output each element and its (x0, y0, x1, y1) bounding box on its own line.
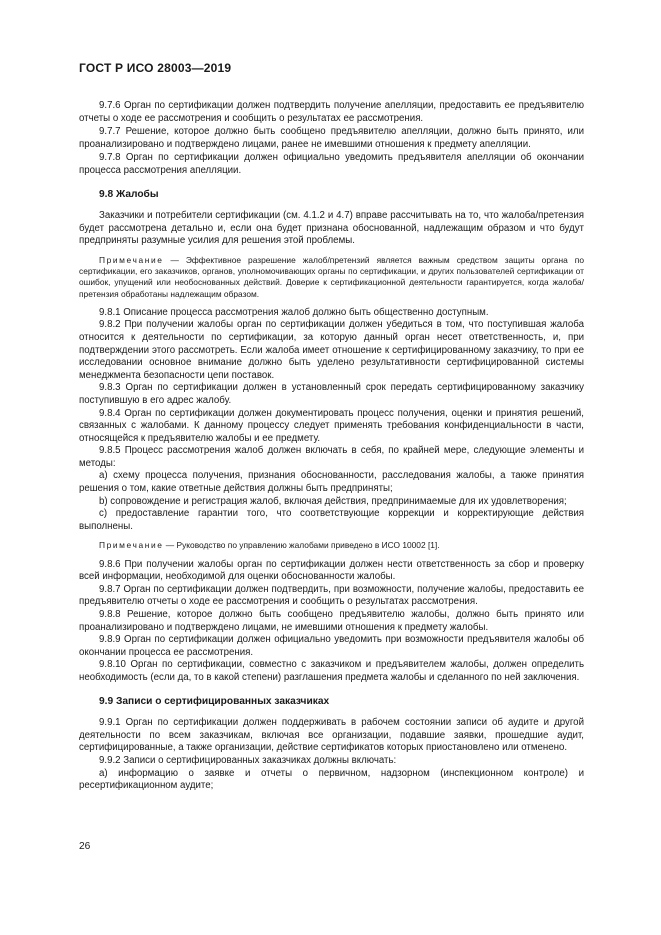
paragraph: 9.8.7 Орган по сертификации должен подтвердить, при возможности, получение жалобы, предоставить ее предъявителю отчеты о ходе ее рассмотрения и сообщить о результатах рассмотрения. (79, 583, 584, 608)
paragraph: 9.7.8 Орган по сертификации должен официально уведомить предъявителя апелляции об окончании процесса рассмотрения апелляции. (79, 152, 584, 176)
note-text: — Эффективное разрешение жалоб/претензий является важным средством защиты органа по сертификации, его заказчиков, органов, уполномочивающих органы по сертификации, и других пользователей сертификации от ошибок, упущений или необоснованных действий. Доверие к сертификационной деятельности гарантируется, когда жалоба/претензия обработаны надлежащим образом. (79, 254, 584, 299)
document-body (79, 100, 584, 793)
paragraph: 9.8.9 Орган по сертификации должен официально уведомить при возможности предъявителя жалобы об окончании процесса ее рассмотрения. (79, 634, 584, 658)
list-item: a) информацию о заявке и отчеты о первичном, надзорном (инспекционном контроле) и ресертификационном аудите; (79, 767, 584, 792)
note-label: Примечание (99, 254, 164, 265)
section-heading: 9.9 Записи о сертифицированных заказчиках (99, 695, 330, 707)
note-label: Примечание (99, 540, 164, 551)
list-item: b) сопровождение и регистрация жалоб, включая действия, предпринимаемые для их удовлетворения; (99, 495, 567, 507)
paragraph: 9.8.2 При получении жалобы орган по сертификации должен убедиться в том, что поступившая жалоба относится к деятельности по сертификации, за которую данный орган несет ответственность, и, при подтверждении этого рассмотреть. Если жалоба имеет отношение к сертифицированному заказчику, то при ее исследовании основное внимание должно быть уделено результативности сертифицированной системы менеджмента безопасности цепи поставок. (79, 319, 584, 381)
list-item: a) схему процесса получения, признания обоснованности, расследования жалобы, а также принятия решения о том, какие ответные действия должны быть предприняты; (79, 470, 584, 495)
document-header: ГОСТ Р ИСО 28003—2019 (79, 61, 232, 75)
paragraph: 9.9.1 Орган по сертификации должен поддерживать в рабочем состоянии записи об аудите и другой деятельности по всем заказчикам, включая все организации, подавшие заявки, прошедшие аудит, сертифицированные, а также организации, действие сертификатов которых приостановлено или отменено. (79, 717, 584, 754)
paragraph: 9.8.5 Процесс рассмотрения жалоб должен включать в себя, по крайней мере, следующие элементы и методы: (79, 445, 584, 469)
paragraph: 9.7.6 Орган по сертификации должен подтвердить получение апелляции, предоставить ее предъявителю отчеты о ходе ее рассмотрения и сообщить о результатах ее рассмотрения. (79, 100, 584, 124)
paragraph: 9.8.3 Орган по сертификации должен в установленный срок передать сертифицированному заказчику поступившую в его адрес жалобу. (79, 382, 584, 406)
paragraph: Заказчики и потребители сертификации (см. 4.1.2 и 4.7) вправе рассчитывать на то, что жалоба/претензия будет рассмотрена детально и, если она будет признана обоснованной, надлежащим образом и что будут предприняты разумные усилия для решения этой проблемы. (79, 210, 584, 247)
note (79, 540, 584, 551)
paragraph: 9.7.7 Решение, которое должно быть сообщено предъявителю апелляции, должно быть принято, или проанализировано и подтверждено лицами, ранее не имевшими отношения к предмету апелляции. (79, 126, 584, 150)
paragraph: 9.8.6 При получении жалобы орган по сертификации должен нести ответственность за сбор и проверку всей информации, необходимой для оценки обоснованности жалобы. (79, 558, 584, 583)
paragraph: 9.9.2 Записи о сертифицированных заказчиках должны включать: (99, 754, 397, 766)
paragraph: 9.8.8 Решение, которое должно быть сообщено предъявителю жалобы, должно быть принято или проанализировано и подтверждено лицами, не имевшими отношения к предмету жалобы. (79, 609, 584, 633)
note-text: — Руководство по управлению жалобами приведено в ИСО 10002 [1]. (163, 540, 440, 551)
paragraph: 9.8.4 Орган по сертификации должен документировать процесс получения, оценки и принятия решений, связанных с жалобами. К данному процессу следует применять требования конфиденциальности в части, относящейся к предъявителю жалобы и ее предмету. (79, 407, 584, 444)
paragraph: 9.8.10 Орган по сертификации, совместно с заказчиком и предъявителем жалобы, должен определить необходимость (если да, то в какой степени) разглашения предмета жалобы и сделанного по ней заключения. (79, 659, 584, 683)
paragraph: 9.8.1 Описание процесса рассмотрения жалоб должно быть общественно доступным. (99, 306, 489, 318)
list-item: c) предоставление гарантии того, что соответствующие коррекции и корректирующие действия выполнены. (79, 508, 584, 532)
section-heading: 9.8 Жалобы (99, 188, 159, 200)
page-number: 26 (79, 841, 91, 852)
note (79, 255, 584, 300)
